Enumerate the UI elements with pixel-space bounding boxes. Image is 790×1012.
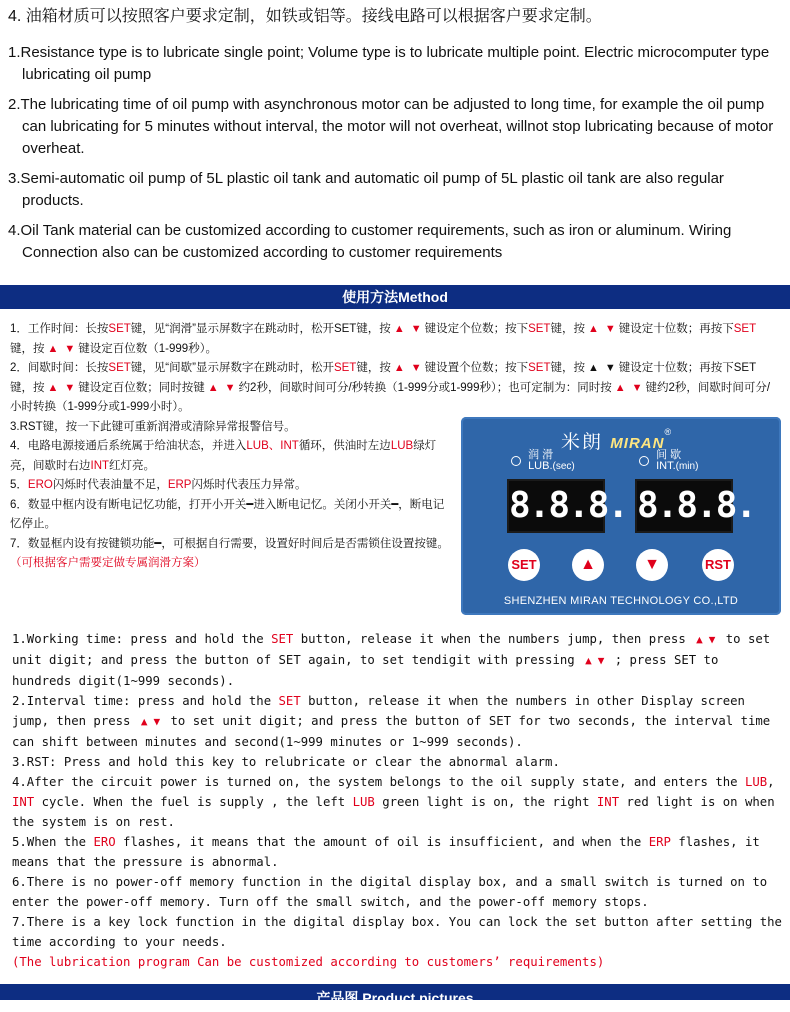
up-arrow-icon: ▲: [47, 342, 59, 355]
up-button[interactable]: ▲: [572, 549, 604, 581]
intro-point: 2.The lubricating time of oil pump with asynchronous motor can be adjusted to long time, for example the oil pump can lubricating for 5 minutes without interval, the motor will not overheat, willnot stop lubricating because of motor overheat.: [8, 96, 774, 157]
down-arrow-icon: ▼: [410, 323, 422, 335]
company-name: SHENZHEN MIRAN TECHNOLOGY CO.,LTD: [503, 595, 739, 607]
cn-step-6: 6．数显中框内设有断电记忆功能，打开小开关━进入断电记忆。关闭小开关━，断电记忆停止。: [10, 498, 445, 530]
en-step-3: 3.RST: Press and hold this key to relubricate or clear the abnormal alarm.: [12, 755, 560, 769]
set-button[interactable]: SET: [508, 549, 540, 581]
down-arrow-icon: ▼: [604, 323, 616, 335]
intro-section: [8, 6, 783, 272]
down-arrow-icon: ▼: [64, 381, 76, 394]
intro-point: 3.Semi-automatic oil pump of 5L plastic oil tank and automatic oil pump of 5L plastic oil tank are also regular products.: [8, 170, 724, 209]
controller-panel: [461, 417, 781, 615]
en-step-2: 2.Interval time: press and hold the SET button, release it when the numbers in other Display screen jump, then press ▲ ▼ to set unit digit; and press the button of SET for two seconds, the interval time can shift between minutes and second(1~999 minutes or 1~999 seconds).: [12, 694, 771, 749]
method-header: 使用方法Method: [0, 285, 790, 309]
cn-note: 4. 油箱材质可以按照客户要求定制，如铁或铝等。接线电路可以根据客户要求定制。: [8, 8, 602, 25]
down-arrow-icon: ▼: [631, 381, 643, 394]
down-arrow-icon: ▼: [604, 362, 616, 374]
en-step-4: 4.After the circuit power is turned on, the system belongs to the oil supply state, and enters the LUB, INT cycle. When the fuel is supply , the left LUB green light is on, the right INT red light is on when the system is on rest.: [12, 775, 775, 829]
up-arrow-icon: ▲: [587, 323, 599, 335]
cn-step-3: 3.RST键，按一下此键可重新润滑或清除异常报警信号。: [10, 420, 296, 433]
lub-indicator: 润 滑 LUB.(sec): [511, 450, 575, 472]
product-header: 产品图 Product pictures: [0, 984, 790, 1000]
up-arrow-icon: ▲: [393, 362, 405, 374]
en-custom-note: (The lubrication program Can be customized according to customers’ requirements): [12, 955, 605, 969]
up-arrow-icon: ▲: [140, 715, 148, 728]
en-step-5: 5.When the ERO flashes, it means that the amount of oil is insufficient, and when the ERP flashes, it means that the pressure is abnormal.: [12, 835, 760, 869]
indicator-light-icon: [639, 456, 649, 466]
brand-logo: 米朗 MIRAN®: [561, 427, 674, 453]
en-step-1: 1.Working time: press and hold the SET button, release it when the numbers jump, then press ▲ ▼ to set unit digit; and press the button of SET again, to set tendigit with pressing ▲ ▼ ; press SET to hundreds digit(1~999 seconds).: [12, 632, 771, 688]
intro-point: 1.Resistance type is to lubricate single point; Volume type is to lubricate multiple point. Electric microcomputer type lubricating oil pump: [8, 44, 770, 83]
cn-step-1: 1．工作时间：长按SET键，见“润滑”显示屏数字在跳动时，松开SET键，按 ▲ ▼ 键设定个位数；按下SET键，按 ▲ ▼ 键设定十位数；再按下SET键，按 ▲ ▼ 键设定百位数（1-999秒）。: [10, 320, 778, 359]
int-indicator: 间 歇 INT.(min): [639, 450, 698, 472]
intro-point: 4.Oil Tank material can be customized according to customer requirements, such as iron or aluminum. Wiring Connection also can be customized according to customer requirements: [8, 222, 732, 261]
cn-custom-note: （可根据客户需要定做专属润滑方案）: [10, 557, 206, 569]
up-arrow-icon: ▲: [47, 381, 59, 394]
up-arrow-icon: ▲: [587, 362, 599, 374]
down-arrow-icon: ▼: [597, 654, 605, 667]
en-step-7: 7.There is a key lock function in the digital display box. You can lock the set button after setting the time according to your needs.: [12, 915, 782, 949]
down-arrow-icon: ▼: [64, 342, 76, 355]
down-button[interactable]: ▼: [636, 549, 668, 581]
down-arrow-icon: ▼: [708, 633, 716, 646]
up-arrow-icon: ▲: [207, 381, 219, 394]
rst-button[interactable]: RST: [702, 549, 734, 581]
cn-step-4: 4．电路电源接通后系统属于给油状态，并进入LUB、INT循环，供油时左边LUB绿灯亮，间歇时右边INT红灯亮。: [10, 440, 437, 472]
cn-step-5: 5．ERO闪烁时代表油量不足，ERP闪烁时代表压力异常。: [10, 479, 307, 491]
up-arrow-icon: ▲: [393, 323, 405, 335]
int-display: 8.8.8.: [635, 479, 733, 533]
down-arrow-icon: ▼: [410, 362, 422, 374]
down-arrow-icon: ▼: [224, 381, 236, 394]
up-arrow-icon: ▲: [585, 654, 592, 667]
cn-step-2: 2．间歇时间：长按SET键，见“间歇”显示屏数字在跳动时，松开SET键，按 ▲ ▼ 键设置个位数；按下SET键，按 ▲ ▼ 键设定十位数；再按下SET键，按 ▲ ▼ 键设定百位数；同时按键 ▲ ▼ 约2秒，间歇时间可分/秒转换（1-999分或1-999秒）；也可定制为：同时按 ▲ ▼ 键约2秒，间歇时间可分/小时转换（1-999分或1-999小时）。: [10, 359, 778, 418]
up-arrow-icon: ▲: [614, 381, 626, 394]
indicator-light-icon: [511, 456, 521, 466]
cn-step-7: 7．数显框内设有按键锁功能━，可根据自行需要，设置好时间后是否需锁住设置按键。: [10, 537, 449, 550]
en-step-6: 6.There is no power-off memory function in the digital display box, and a small switch is turned on to enter the power-off memory. Turn off the small switch, and the power-off memory stops.: [12, 875, 768, 909]
lub-display: 8.8.8.: [507, 479, 605, 533]
down-arrow-icon: ▼: [153, 715, 161, 728]
up-arrow-icon: ▲: [696, 633, 703, 646]
method-en: [12, 629, 782, 972]
